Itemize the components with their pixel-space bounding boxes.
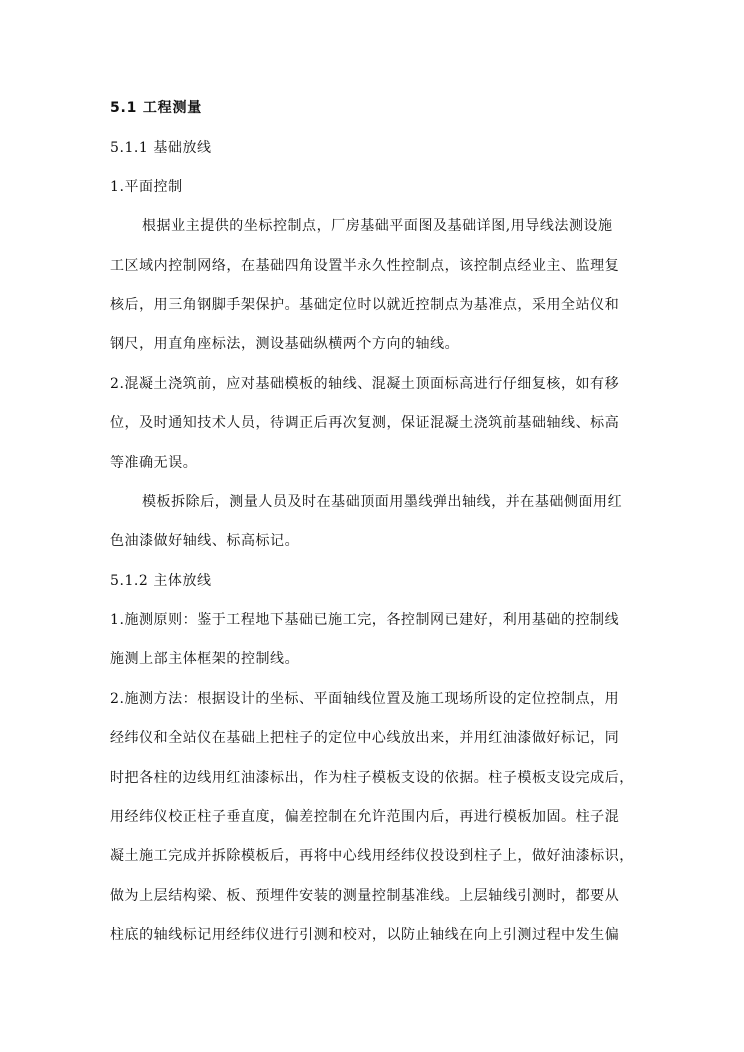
paragraph-line: 色油漆做好轴线、标高标记。 <box>110 533 300 549</box>
paragraph-line: 模板拆除后，测量人员及时在基础顶面用墨线弹出轴线，并在基础侧面用红 <box>142 494 623 510</box>
paragraph-line: 凝土施工完成并拆除模板后，再将中心线用经纬仪投设到柱子上，做好油漆标识， <box>110 848 634 864</box>
subsection-title-5-1-1: 5.1.1 基础放线 <box>110 140 212 156</box>
paragraph-line: 核后，用三角钢脚手架保护。基础定位时以就近控制点为基准点，采用全站仪和 <box>110 297 620 313</box>
paragraph-line: 工区域内控制网络，在基础四角设置半永久性控制点，该控制点经业主、监理复 <box>110 258 620 274</box>
paragraph-line: 等准确无误。 <box>110 455 198 471</box>
paragraph-line: 柱底的轴线标记用经纬仪进行引测和校对，以防止轴线在向上引测过程中发生偏 <box>110 927 620 943</box>
paragraph-line: 2.施测方法：根据设计的坐标、平面轴线位置及施工现场所设的定位控制点，用 <box>110 691 620 707</box>
paragraph-line: 2.混凝土浇筑前，应对基础模板的轴线、混凝土顶面标高进行仔细复核，如有移 <box>110 376 620 392</box>
paragraph-line: 根据业主提供的坐标控制点，厂房基础平面图及基础详图,用导线法测设施 <box>142 218 613 234</box>
paragraph-line: 位，及时通知技术人员，待调正后再次复测，保证混凝土浇筑前基础轴线、标高 <box>110 415 620 431</box>
paragraph-line: 经纬仪和全站仪在基础上把柱子的定位中心线放出来，并用红油漆做好标记，同 <box>110 730 620 746</box>
paragraph-line: 时把各柱的边线用红油漆标出，作为柱子模板支设的依据。柱子模板支设完成后， <box>110 770 634 786</box>
paragraph-line: 施测上部主体框架的控制线。 <box>110 651 300 667</box>
subsection-title-5-1-2: 5.1.2 主体放线 <box>110 573 212 589</box>
paragraph-line: 用经纬仪校正柱子垂直度，偏差控制在允许范围内后，再进行模板加固。柱子混 <box>110 809 620 825</box>
item-title-plane-control: 1.平面控制 <box>110 179 183 195</box>
section-title: 5.1 工程测量 <box>110 100 203 116</box>
paragraph-line: 钢尺，用直角座标法，测设基础纵横两个方向的轴线。 <box>110 336 460 352</box>
paragraph-line: 1.施测原则：鉴于工程地下基础已施工完，各控制网已建好，利用基础的控制线 <box>110 612 620 628</box>
paragraph-line: 做为上层结构梁、板、预埋件安装的测量控制基准线。上层轴线引测时，都要从 <box>110 888 620 904</box>
